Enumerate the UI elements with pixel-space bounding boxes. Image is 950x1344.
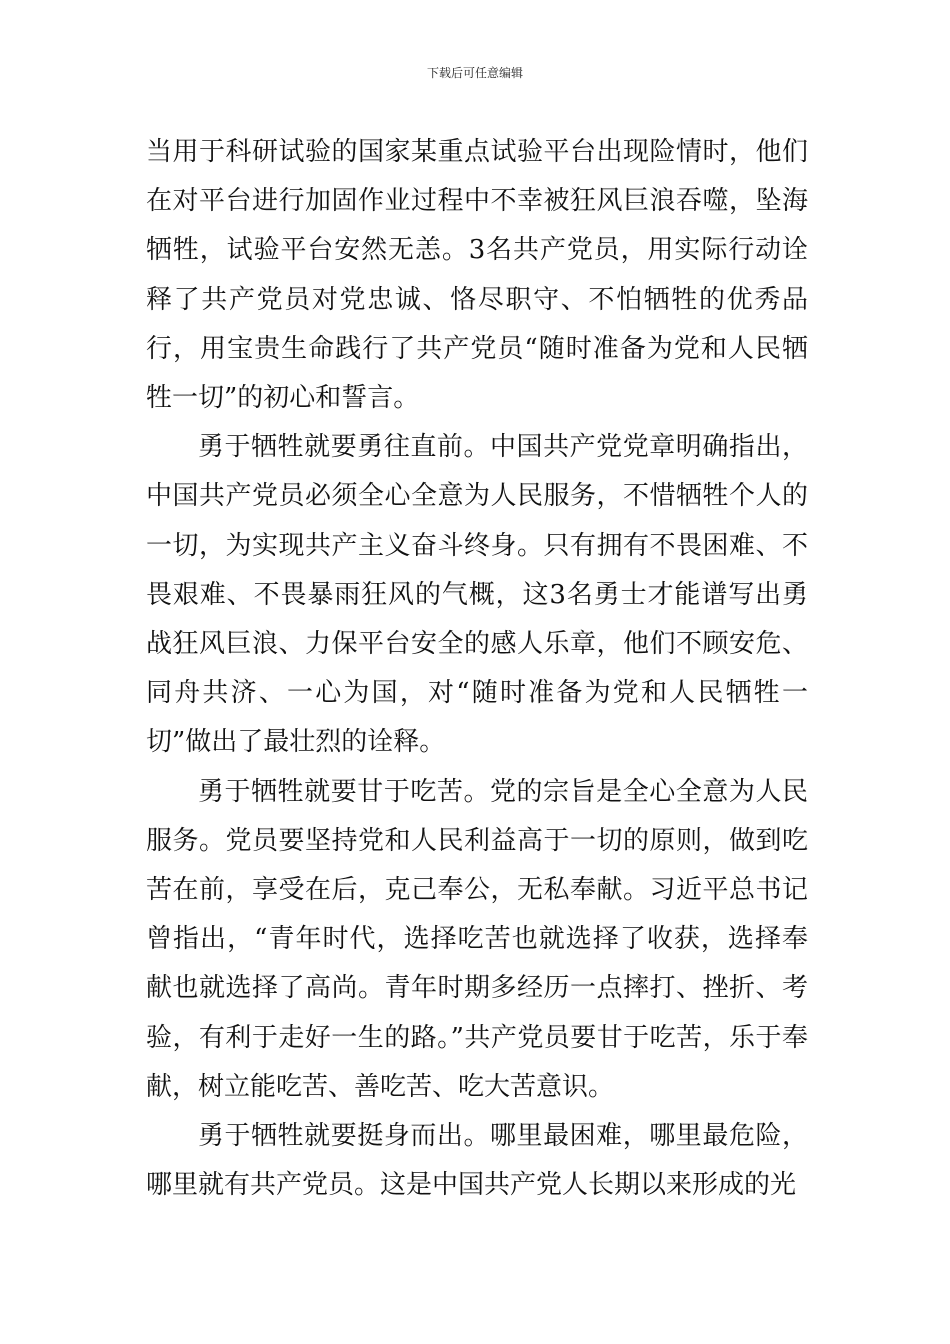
paragraph-4: 勇于牺牲就要挺身而出。哪里最困难，哪里最危险，哪里就有共产党员。这是中国共产党人长期以来形成的光: [146, 1121, 808, 1201]
document-body: [146, 128, 808, 1210]
paragraph-1: 当用于科研试验的国家某重点试验平台出现险情时，他们在对平台进行加固作业过程中不幸被狂风巨浪吞噬，坠海牺牲，试验平台安然无恙。3名共产党员，用实际行动诠释了共产党员对党忠诚、恪尽职守、不怕牺牲的优秀品行，用宝贵生命践行了共产党员“随时准备为党和人民牺牲一切”的初心和誓言。: [146, 137, 808, 414]
paragraph-3: 勇于牺牲就要甘于吃苦。党的宗旨是全心全意为人民服务。党员要坚持党和人民利益高于一切的原则，做到吃苦在前，享受在后，克己奉公，无私奉献。习近平总书记曾指出，“青年时代，选择吃苦也就选择了收获，选择奉献也就选择了高尚。青年时期多经历一点摔打、挫折、考验，有利于走好一生的路。”共产党员要甘于吃苦，乐于奉献，树立能吃苦、善吃苦、吃大苦意识。: [146, 776, 808, 1102]
paragraph-2: 勇于牺牲就要勇往直前。中国共产党党章明确指出，中国共产党员必须全心全意为人民服务，不惜牺牲个人的一切，为实现共产主义奋斗终身。只有拥有不畏困难、不畏艰难、不畏暴雨狂风的气概，这3名勇士才能谱写出勇战狂风巨浪、力保平台安全的感人乐章，他们不顾安危、同舟共济、一心为国，对“随时准备为党和人民牺牲一切”做出了最壮烈的诠释。: [146, 432, 808, 758]
page-header: 下载后可任意编辑: [426, 66, 523, 80]
